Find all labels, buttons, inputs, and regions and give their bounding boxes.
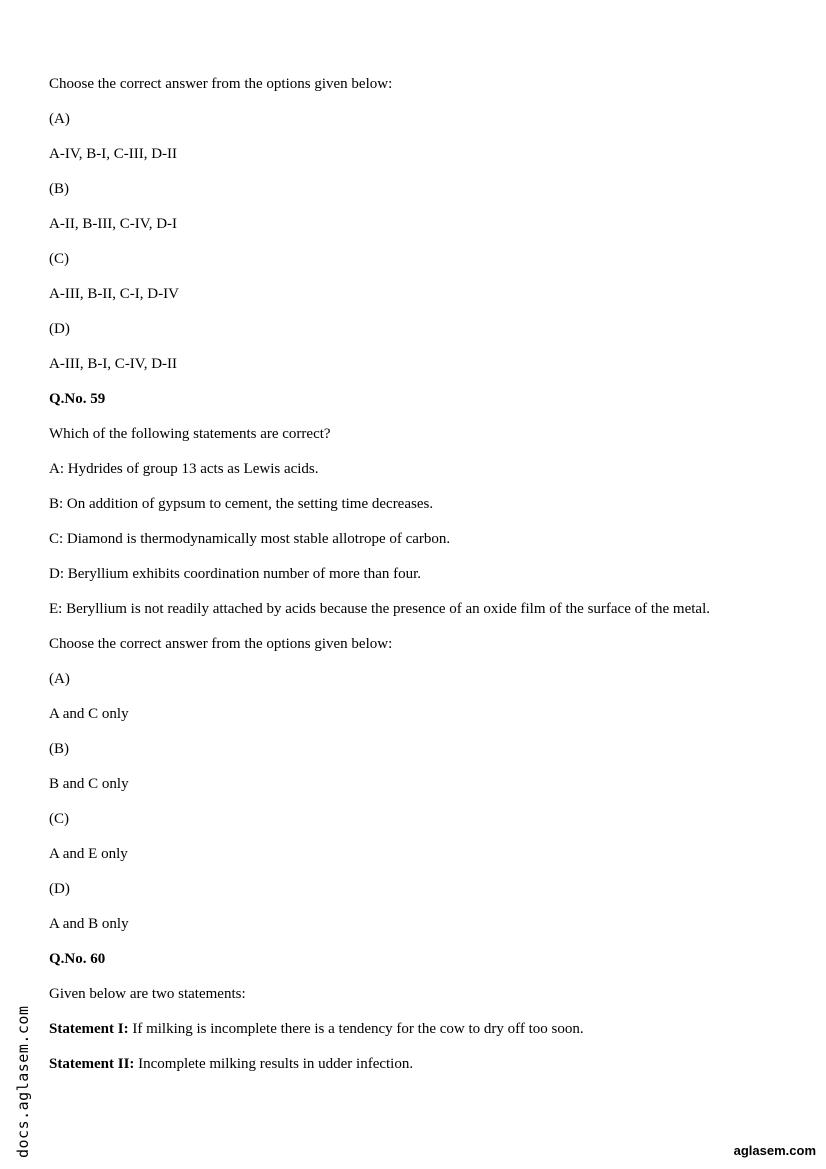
q58-option-b-label: (B)	[49, 181, 69, 197]
q59-option-d-label: (D)	[49, 881, 70, 897]
q58-instruction: Choose the correct answer from the options given below:	[49, 76, 393, 92]
side-watermark: docs.aglasem.com	[14, 1005, 32, 1158]
q59-statement-b: B: On addition of gypsum to cement, the setting time decreases.	[49, 496, 434, 512]
q58-option-d-label: (D)	[49, 321, 70, 337]
document-body	[49, 75, 749, 1090]
q58-option-a-text: A-IV, B-I, C-III, D-II	[49, 146, 178, 162]
q59-number: Q.No. 59	[49, 391, 106, 407]
q59-statement-d: D: Beryllium exhibits coordination number of more than four.	[49, 566, 422, 582]
q59-question: Which of the following statements are correct?	[49, 426, 331, 442]
q59-option-d-text: A and B only	[49, 916, 129, 932]
footer-brand: aglasem.com	[733, 1143, 816, 1158]
q59-option-a-label: (A)	[49, 671, 70, 687]
q58-option-c-text: A-III, B-II, C-I, D-IV	[49, 286, 179, 302]
q60-statement-1	[49, 1020, 749, 1038]
q60-statement-1-label: Statement I:	[49, 1021, 129, 1037]
q60-statement-2-label: Statement II:	[49, 1056, 135, 1072]
q59-instruction: Choose the correct answer from the options given below:	[49, 636, 393, 652]
q58-option-d-text: A-III, B-I, C-IV, D-II	[49, 356, 178, 372]
q60-statement-1-text: If milking is incomplete there is a tendency for the cow to dry off too soon.	[128, 1021, 584, 1037]
q58-option-b-text: A-II, B-III, C-IV, D-I	[49, 216, 178, 232]
q59-option-c-label: (C)	[49, 811, 69, 827]
q59-option-a-text: A and C only	[49, 706, 129, 722]
q58-option-a-label: (A)	[49, 111, 70, 127]
q59-option-c-text: A and E only	[49, 846, 128, 862]
q60-intro: Given below are two statements:	[49, 986, 246, 1002]
q59-statement-e: E: Beryllium is not readily attached by acids because the presence of an oxide film of the surface of the metal.	[49, 601, 711, 617]
q60-number: Q.No. 60	[49, 951, 106, 967]
q59-option-b-label: (B)	[49, 741, 69, 757]
q59-statement-a: A: Hydrides of group 13 acts as Lewis acids.	[49, 461, 319, 477]
q60-statement-2-text: Incomplete milking results in udder infection.	[134, 1056, 414, 1072]
q59-option-b-text: B and C only	[49, 776, 129, 792]
q60-statement-2	[49, 1055, 749, 1073]
q58-option-c-label: (C)	[49, 251, 69, 267]
q59-statement-c: C: Diamond is thermodynamically most stable allotrope of carbon.	[49, 531, 451, 547]
